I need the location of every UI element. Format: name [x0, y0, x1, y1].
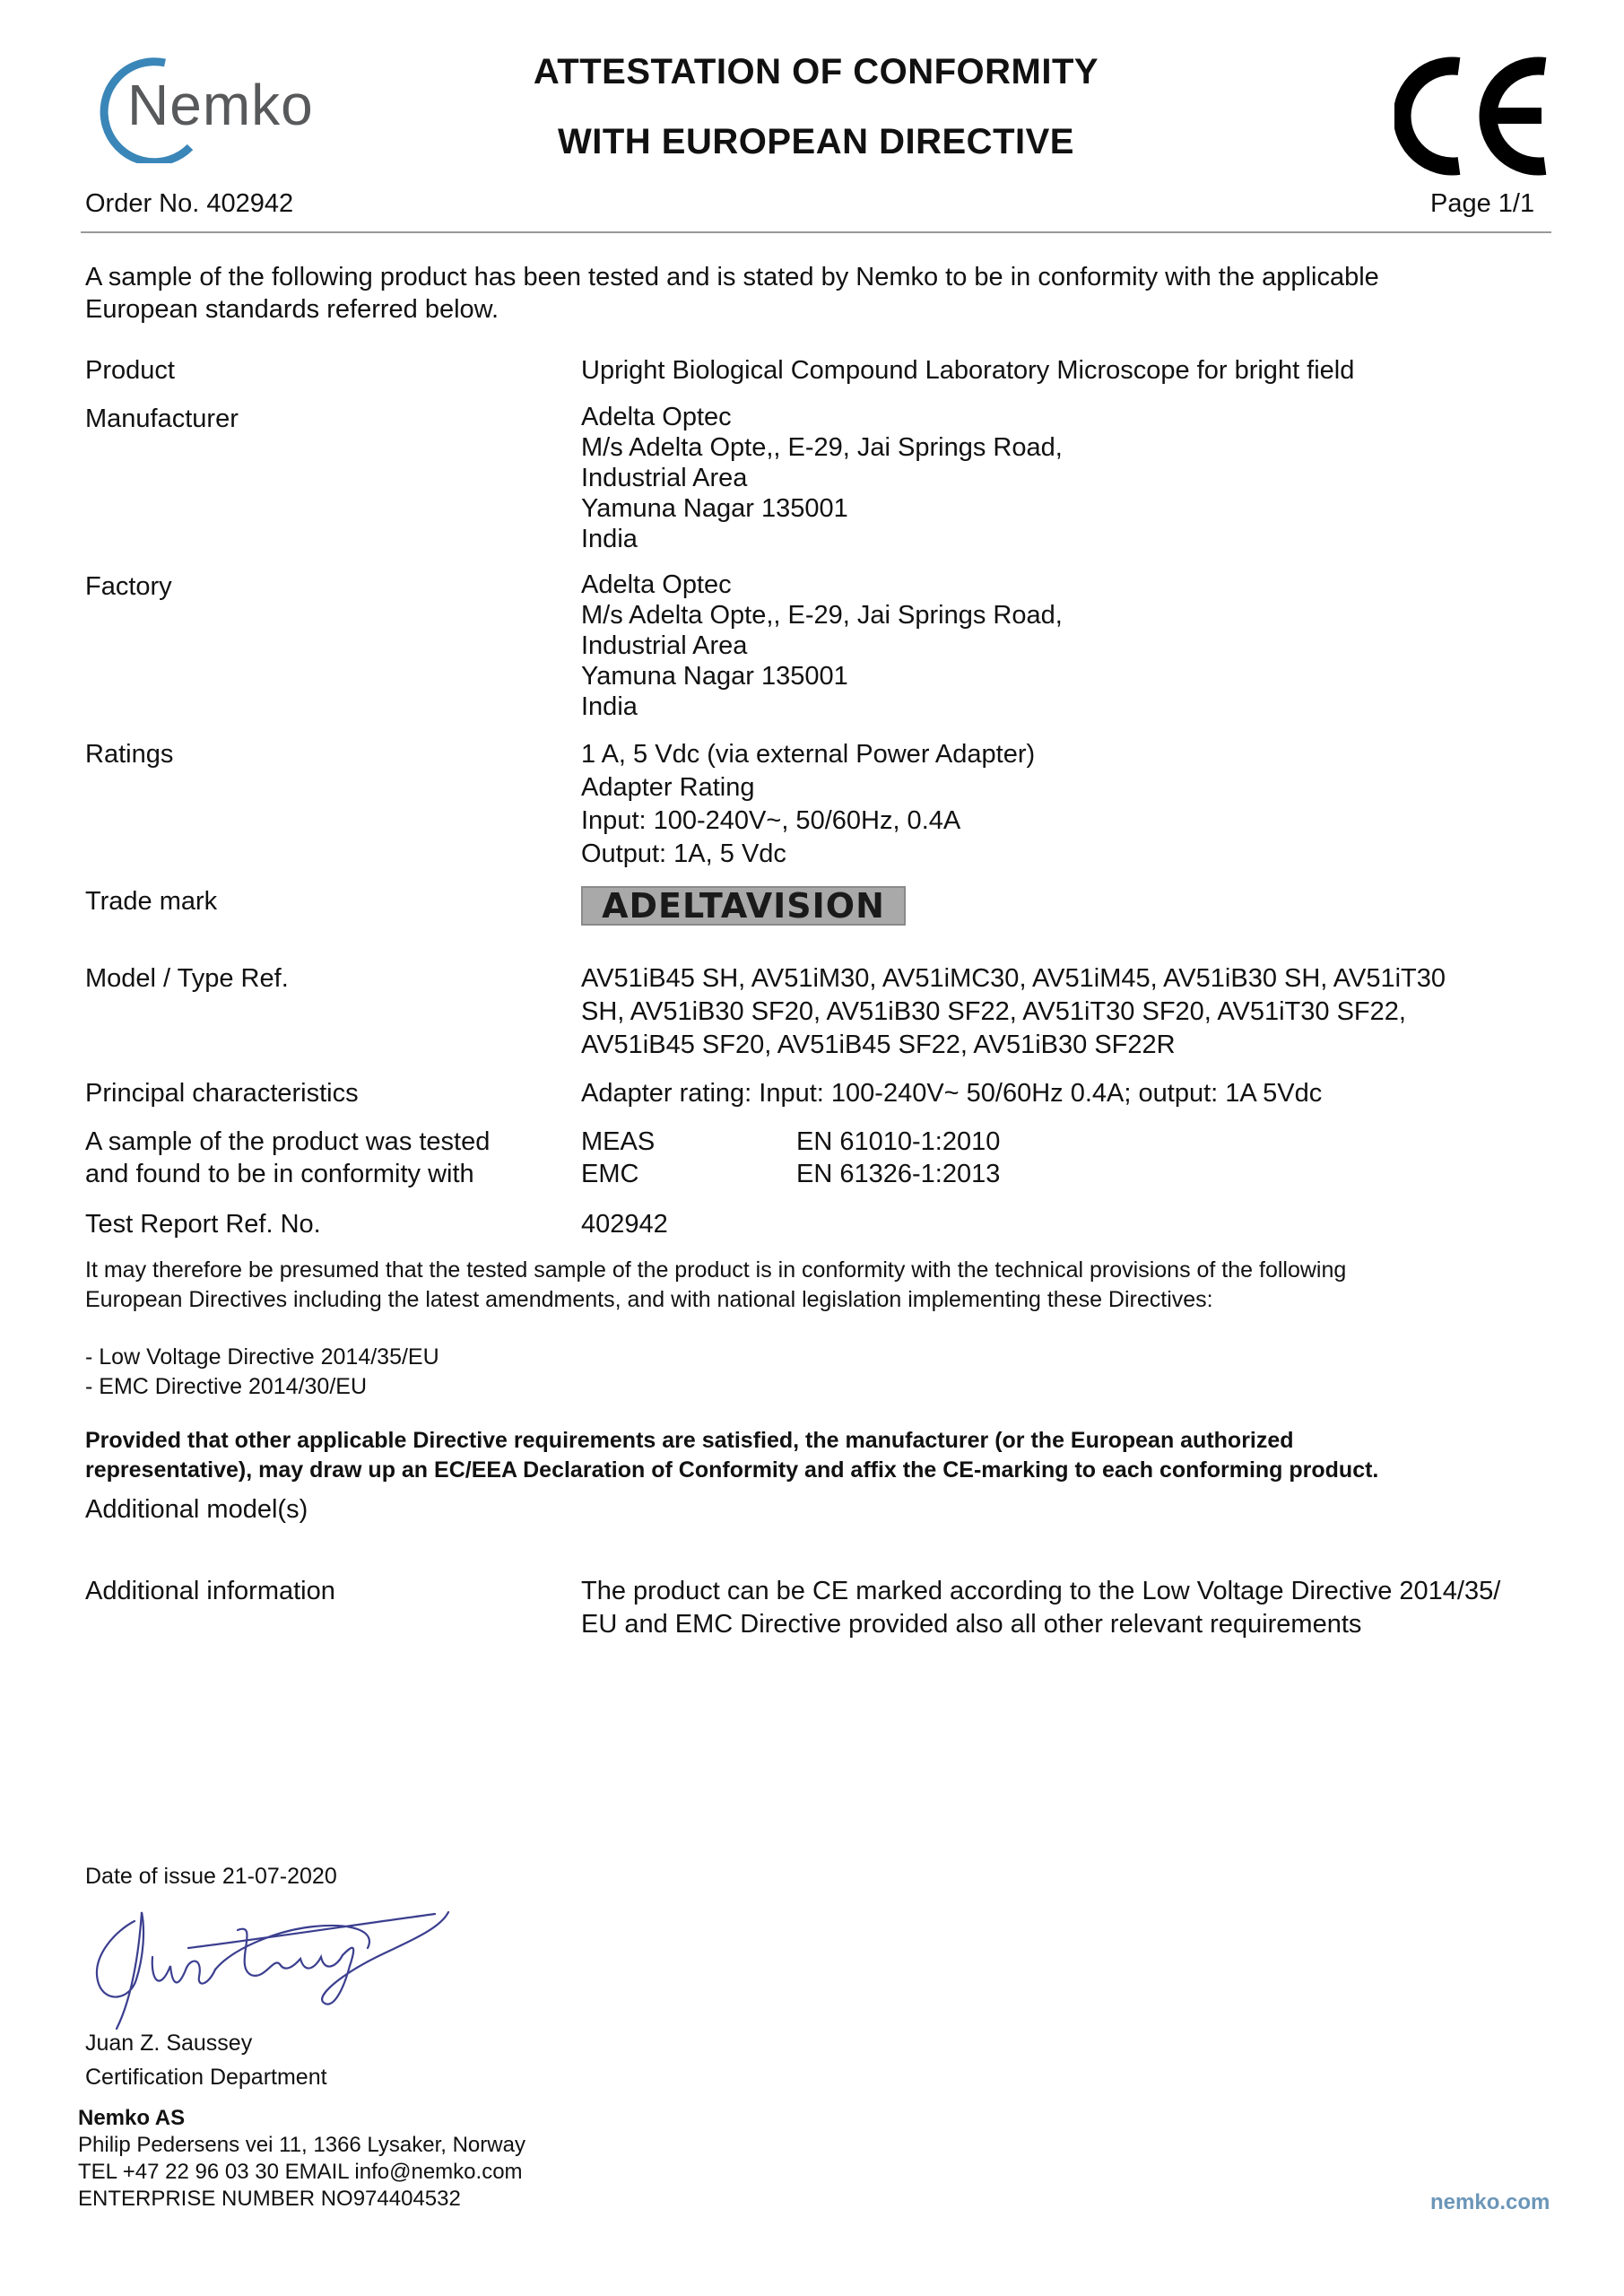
factory-line: Adelta Optec: [581, 570, 732, 599]
manufacturer-line: Industrial Area: [581, 464, 748, 492]
ratings-label: Ratings: [85, 740, 174, 769]
date-of-issue: Date of issue 21-07-2020: [85, 1864, 337, 1889]
ratings-line: Input: 100-240V~, 50/60Hz, 0.4A: [581, 806, 961, 835]
manufacturer-label: Manufacturer: [85, 404, 239, 433]
trademark-label: Trade mark: [85, 887, 218, 916]
presumption-line: It may therefore be presumed that the tested sample of the product is in conformity with the technical provisions of the following: [85, 1257, 1347, 1283]
intro-line-2: European standards referred below.: [85, 295, 499, 324]
standard-ref: EN 61010-1:2010: [796, 1127, 1001, 1156]
factory-line: India: [581, 692, 638, 721]
document-title-line1: ATTESTATION OF CONFORMITY: [533, 52, 1099, 91]
directive-item: - EMC Directive 2014/30/EU: [85, 1374, 368, 1399]
provided-line: representative), may draw up an EC/EEA Declaration of Conformity and affix the CE-marking to each conforming product.: [85, 1457, 1379, 1483]
additional-info-label: Additional information: [85, 1577, 335, 1605]
product-label: Product: [85, 356, 175, 385]
document-title-line2: WITH EUROPEAN DIRECTIVE: [558, 122, 1074, 161]
report-label: Test Report Ref. No.: [85, 1210, 321, 1239]
manufacturer-line: Yamuna Nagar 135001: [581, 494, 848, 523]
page-number: Page 1/1: [1430, 189, 1535, 218]
footer-address: Philip Pedersens vei 11, 1366 Lysaker, Norway: [78, 2133, 525, 2157]
footer-company: Nemko AS: [78, 2106, 186, 2130]
signatory-name: Juan Z. Saussey: [85, 2031, 253, 2056]
conformity-label-line: and found to be in conformity with: [85, 1160, 474, 1188]
product-value: Upright Biological Compound Laboratory Microscope for bright field: [581, 356, 1355, 385]
footer-contact: TEL +47 22 96 03 30 EMAIL info@nemko.com: [78, 2160, 523, 2184]
principal-value: Adapter rating: Input: 100-240V~ 50/60Hz 0.4A; output: 1A 5Vdc: [581, 1079, 1323, 1108]
model-label: Model / Type Ref.: [85, 964, 289, 993]
footer-website-link[interactable]: nemko.com: [1430, 2190, 1550, 2214]
model-line: AV51iB45 SF20, AV51iB45 SF22, AV51iB30 SF22R: [581, 1031, 1176, 1059]
standard-type: MEAS: [581, 1127, 656, 1156]
model-line: AV51iB45 SH, AV51iM30, AV51iMC30, AV51iM45, AV51iB30 SH, AV51iT30: [581, 964, 1446, 993]
conformity-label-line: A sample of the product was tested: [85, 1127, 491, 1156]
ce-mark-icon: [1394, 56, 1556, 177]
standard-ref: EN 61326-1:2013: [796, 1160, 1001, 1188]
manufacturer-line: M/s Adelta Opte,, E-29, Jai Springs Road,: [581, 433, 1063, 462]
header-divider: [81, 231, 1551, 233]
manufacturer-line: Adelta Optec: [581, 403, 732, 431]
signature-image: [81, 1894, 457, 2038]
trademark-logo: ADELTAVISION: [581, 886, 906, 926]
ratings-line: Adapter Rating: [581, 773, 755, 802]
factory-label: Factory: [85, 572, 172, 601]
additional-models-label: Additional model(s): [85, 1495, 308, 1524]
signatory-department: Certification Department: [85, 2065, 327, 2090]
principal-label: Principal characteristics: [85, 1079, 359, 1108]
presumption-line: European Directives including the latest amendments, and with national legislation implementing these Directives:: [85, 1287, 1213, 1312]
order-number: Order No. 402942: [85, 189, 294, 218]
directive-item: - Low Voltage Directive 2014/35/EU: [85, 1344, 439, 1370]
ratings-line: Output: 1A, 5 Vdc: [581, 839, 786, 868]
model-line: SH, AV51iB30 SF20, AV51iB30 SF22, AV51iT30 SF20, AV51iT30 SF22,: [581, 997, 1406, 1026]
manufacturer-line: India: [581, 525, 638, 553]
report-value: 402942: [581, 1210, 668, 1239]
additional-info-line: The product can be CE marked according to the Low Voltage Directive 2014/35/: [581, 1577, 1501, 1605]
footer-enterprise: ENTERPRISE NUMBER NO974404532: [78, 2187, 461, 2211]
nemko-logo: Nemko: [127, 73, 314, 137]
provided-line: Provided that other applicable Directive requirements are satisfied, the manufacturer (or the European authorized: [85, 1428, 1294, 1453]
factory-line: Yamuna Nagar 135001: [581, 662, 848, 691]
factory-line: M/s Adelta Opte,, E-29, Jai Springs Road,: [581, 601, 1063, 630]
additional-info-line: EU and EMC Directive provided also all other relevant requirements: [581, 1610, 1362, 1639]
intro-line-1: A sample of the following product has been tested and is stated by Nemko to be in conformity with the applicable: [85, 263, 1379, 291]
factory-line: Industrial Area: [581, 631, 748, 660]
ratings-line: 1 A, 5 Vdc (via external Power Adapter): [581, 740, 1036, 769]
standard-type: EMC: [581, 1160, 639, 1188]
